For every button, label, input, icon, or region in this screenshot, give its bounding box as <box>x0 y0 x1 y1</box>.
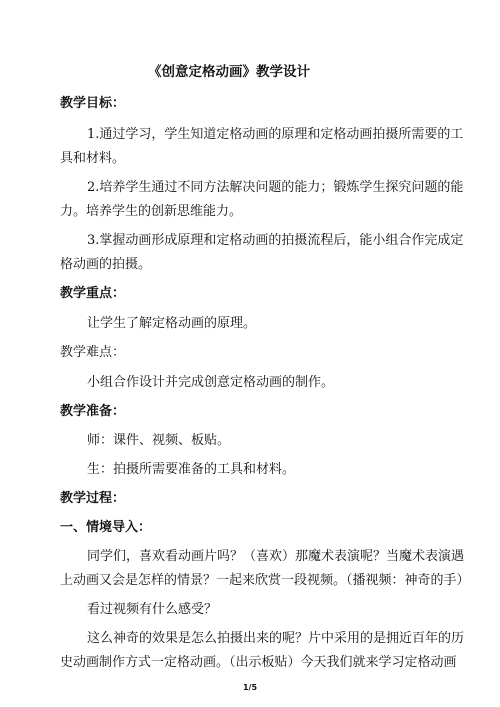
difficulty-heading: 教学难点： <box>60 345 126 360</box>
key-point-text: 让学生了解定格动画的原理。 <box>87 316 257 331</box>
preparation-student: 生：拍摄所需要准备的工具和材料。 <box>87 462 296 477</box>
objective-1-line-1: 1.通过学习，学生知道定格动画的原理和定格动画拍摄所需要的工 <box>87 127 464 142</box>
preparation-heading: 教学准备： <box>60 404 126 419</box>
objective-3-line-2: 格动画的拍摄。 <box>60 257 152 272</box>
intro-paragraph-2: 看过视频有什么感受？ <box>87 602 218 617</box>
objective-1-line-2: 具和材料。 <box>60 151 126 166</box>
intro-paragraph-3-line-1: 这么神奇的效果是怎么拍摄出来的呢？片中采用的是拥近百年的历 <box>87 631 465 646</box>
intro-paragraph-1-line-2: 上动画又会是怎样的情景？一起来欣赏一段视频。（播视频：神奇的手） <box>60 573 470 588</box>
document-title: 《创意定格动画》教学设计 <box>148 64 310 80</box>
intro-paragraph-3-line-2: 史动画制作方式一定格动画。（出示板贴）今天我们就来学习定格动画 <box>60 655 457 670</box>
intro-paragraph-1-line-1: 同学们，喜欢看动画片吗？（喜欢）那魔术表演呢？当魔术表演遇 <box>87 549 465 564</box>
objective-3-line-1: 3.掌握动画形成原理和定格动画的拍摄流程后，能小组合作完成定 <box>87 233 464 248</box>
objective-2-line-2: 力。培养学生的创新思维能力。 <box>60 204 243 219</box>
page-number: 1/5 <box>242 683 258 692</box>
objective-2-line-1: 2.培养学生通过不同方法解决问题的能力；锻炼学生探究问题的能 <box>87 180 464 195</box>
difficulty-text: 小组合作设计并完成创意定格动画的制作。 <box>87 375 335 390</box>
process-heading: 教学过程： <box>60 491 126 506</box>
intro-heading: 一、情境导入： <box>60 520 152 535</box>
objectives-heading: 教学目标： <box>60 96 126 111</box>
preparation-teacher: 师：课件、视频、板贴。 <box>87 433 231 448</box>
key-point-heading: 教学重点： <box>60 286 126 301</box>
